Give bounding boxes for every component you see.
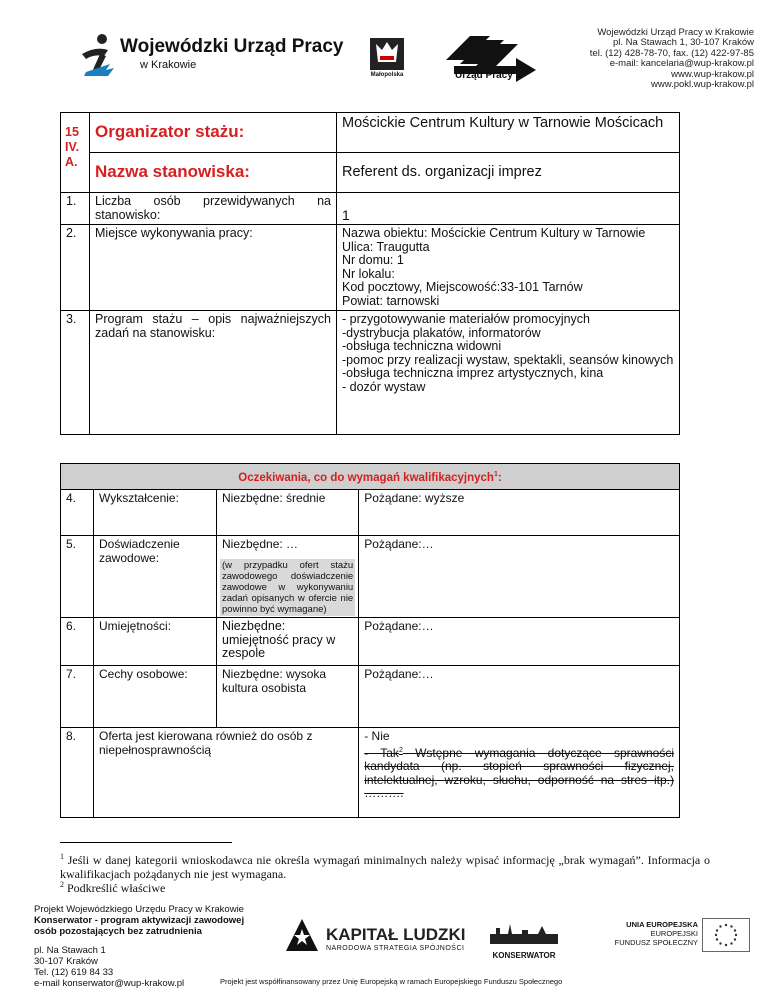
row-label: Umiejętności: bbox=[94, 618, 217, 666]
option-yes[interactable]: - Tak$^2$ Wstępne wymagania dotyczące sprawności kandydata (np. stopień sprawności fizycznej, intelektualnej, wzroku, słuchu, odporność na stres itp.) ………. bbox=[364, 745, 674, 800]
footer-line: pl. Na Stawach 1 bbox=[34, 945, 106, 956]
position-label-cell bbox=[90, 153, 337, 193]
malopolska-label: Małopolska bbox=[370, 72, 404, 78]
organizer-label-cell bbox=[90, 113, 337, 153]
row-label: Program stażu – opis najważniejszych zadań na stanowisku: bbox=[90, 311, 337, 435]
disability-label: Oferta jest kierowana również do osób z niepełnosprawnością bbox=[94, 728, 359, 818]
footer-project-info bbox=[34, 904, 244, 989]
required-value: Niezbędne: umiejętność pracy w zespole bbox=[217, 618, 359, 666]
row-label: Cechy osobowe: bbox=[94, 666, 217, 728]
kapital-ludzki-subtitle: NARODOWA STRATEGIA SPÓJNOŚCI bbox=[326, 945, 465, 952]
option-no[interactable]: - Nie bbox=[364, 729, 390, 743]
row-value: 1 bbox=[337, 193, 680, 225]
eu-flag-icon bbox=[702, 918, 750, 952]
row-number: 4. bbox=[61, 490, 94, 536]
footer-line: Projekt Wojewódzkiego Urzędu Pracy w Krakowie bbox=[34, 904, 244, 915]
footnote: $^2$ Podkreślić właściwe bbox=[60, 880, 166, 895]
position-value: Referent ds. organizacji imprez bbox=[337, 153, 680, 193]
kapital-ludzki-title: KAPITAŁ LUDZKI bbox=[326, 925, 466, 944]
org-name: Wojewódzki Urząd Pracy bbox=[120, 36, 344, 57]
contact-line: www.wup-krakow.pl bbox=[671, 68, 754, 80]
row-number: 8. bbox=[61, 728, 94, 818]
malopolska-logo bbox=[366, 36, 408, 86]
row-value: - przygotowywanie materiałów promocyjnych -dystrybucja plakatów, informatorów -obsługa techniczna widowni -pomoc przy realizacji wystaw, spektakli, seansów kinowych -obsługa techniczna imprez artystycznych, kina - dozór wystaw bbox=[337, 311, 680, 435]
experience-note: (w przypadku ofert stażu zawodowego doświadczenie zawodowe w wykonywaniu zadań opisanych w ofercie nie powinno być wymagane) bbox=[222, 560, 354, 615]
required-value: Niezbędne: wysoka kultura osobista bbox=[217, 666, 359, 728]
preferred-value: Pożądane:… bbox=[359, 618, 680, 666]
row-number: 7. bbox=[61, 666, 94, 728]
contact-block bbox=[590, 28, 754, 90]
footnote: $^1$ Jeśli w danej kategorii wnioskodawca nie określa wymagań minimalnych należy wpisać informację „brak wymagań”. Informacja o kwalifikacjach pożądanych nie jest wymagana. bbox=[60, 852, 711, 881]
required-value: Niezbędne: … bbox=[222, 537, 299, 551]
required-cell bbox=[217, 536, 359, 618]
contact-line: www.pokl.wup-krakow.pl bbox=[651, 79, 754, 91]
requirements-table bbox=[60, 463, 680, 818]
contact-line: tel. (12) 428-78-70, fax. (12) 422-97-85 bbox=[589, 47, 754, 59]
konserwator-skyline-icon bbox=[488, 920, 560, 946]
position-label: Nazwa stanowiska: bbox=[95, 161, 250, 181]
footer-line: e-mail konserwator@wup-krakow.pl bbox=[34, 978, 185, 989]
ue-label: UNIA EUROPEJSKA EUROPEJSKI FUNDUSZ SPOŁECZNY bbox=[614, 920, 698, 947]
footer-line: Konserwator - program aktywizacji zawodowej bbox=[34, 915, 245, 926]
konserwator-label: KONSERWATOR bbox=[492, 951, 556, 960]
row-value: Nazwa obiektu: Mościckie Centrum Kultury w Tarnowie Ulica: Traugutta Nr domu: 1 Nr lokalu: Kod pocztowy, Miejscowość:33-101 Tarnów Powiat: tarnowski bbox=[337, 225, 680, 311]
org-subtitle: w Krakowie bbox=[140, 59, 197, 71]
requirements-heading: Oczekiwania, co do wymagań kwalifikacyjnych$^1$: bbox=[61, 464, 680, 490]
organizer-value: Mościckie Centrum Kultury w Tarnowie Mościcach bbox=[337, 113, 680, 153]
konserwator-logo bbox=[488, 920, 560, 960]
wup-logo-icon bbox=[78, 32, 118, 78]
footnote-divider bbox=[60, 842, 232, 843]
urzad-pracy-label: Urząd Pracy bbox=[455, 70, 513, 81]
footer-line: osób pozostających bez zatrudnienia bbox=[34, 926, 202, 937]
required-value: Niezbędne: średnie bbox=[217, 490, 359, 536]
disability-options bbox=[359, 728, 680, 818]
row-number: 1. bbox=[61, 193, 90, 225]
offer-table bbox=[60, 112, 680, 435]
contact-line: pl. Na Stawach 1, 30-107 Kraków bbox=[613, 37, 754, 49]
contact-line: e-mail: kancelaria@wup-krakow.pl bbox=[609, 58, 754, 70]
row-label: Doświadczenie zawodowe: bbox=[94, 536, 217, 618]
offer-number: 15 IV. A. bbox=[61, 113, 90, 193]
footer-line: Tel. (12) 619 84 33 bbox=[34, 967, 114, 978]
row-number: 3. bbox=[61, 311, 90, 435]
contact-line: Wojewódzki Urząd Pracy w Krakowie bbox=[597, 27, 754, 38]
kapital-ludzki-logo-icon bbox=[282, 915, 322, 955]
row-number: 2. bbox=[61, 225, 90, 311]
preferred-value: Pożądane:… bbox=[359, 536, 680, 618]
row-number: 6. bbox=[61, 618, 94, 666]
organizer-label: Organizator stażu: bbox=[95, 121, 245, 141]
malopolska-crest-icon bbox=[366, 36, 408, 72]
preferred-value: Pożądane:… bbox=[359, 666, 680, 728]
cofinance-note: Projekt jest współfinansowany przez Unię Europejską w ramach Europejskiego Funduszu Społecznego bbox=[220, 977, 563, 986]
row-number: 5. bbox=[61, 536, 94, 618]
footer-line: 30-107 Kraków bbox=[34, 956, 98, 967]
row-label: Miejsce wykonywania pracy: bbox=[90, 225, 337, 311]
preferred-value: Pożądane: wyższe bbox=[359, 490, 680, 536]
row-label: Wykształcenie: bbox=[94, 490, 217, 536]
row-label: Liczba osób przewidywanych na stanowisko: bbox=[90, 193, 337, 225]
